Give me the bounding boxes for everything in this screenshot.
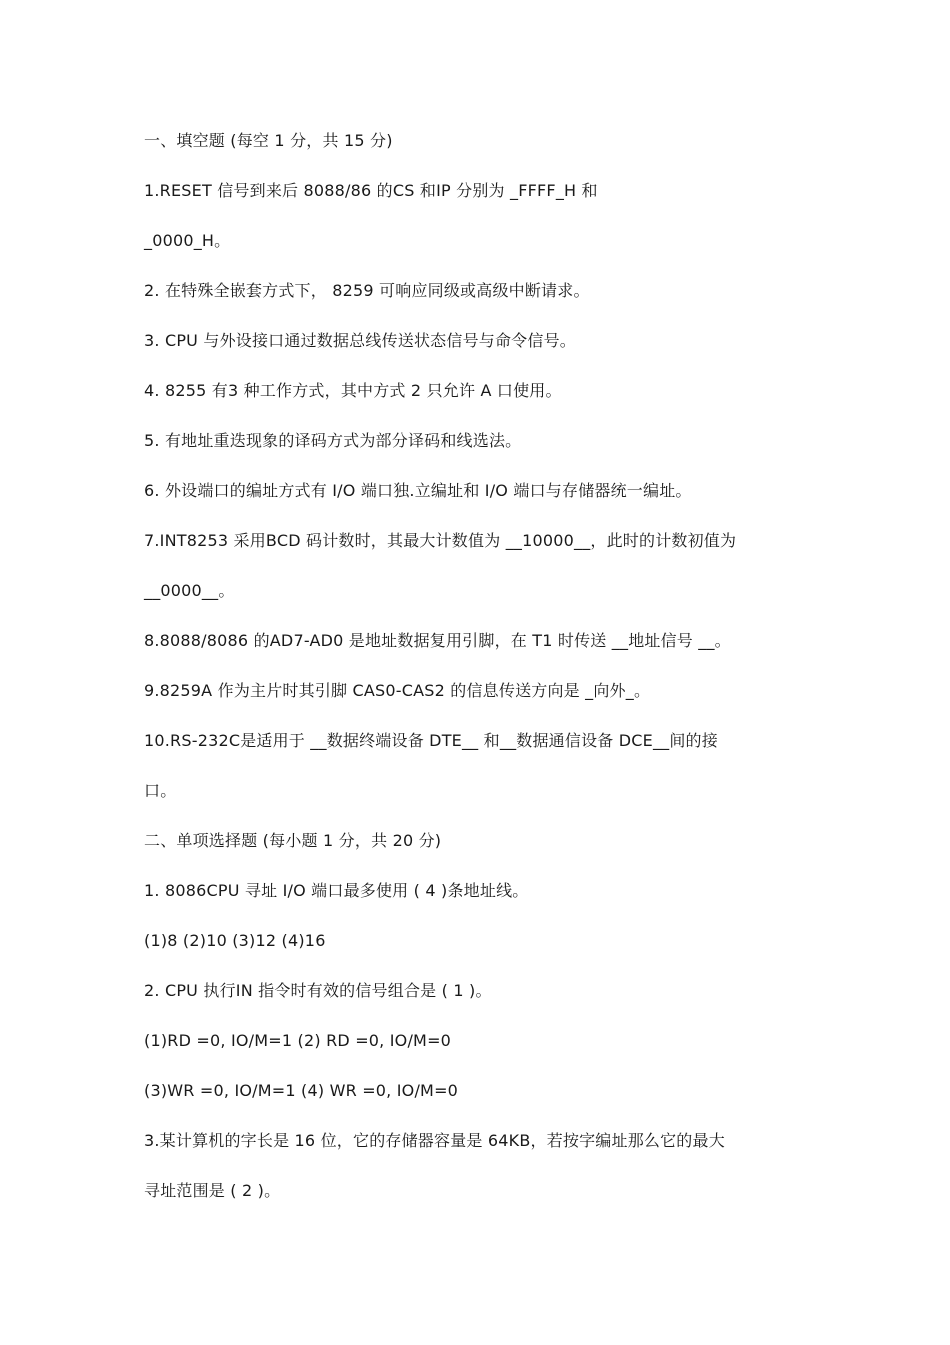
- question-line: 10.RS-232C是适用于 __数据终端设备 DTE__ 和__数据通信设备 DCE__间的接: [144, 731, 718, 750]
- question-line: 7.INT8253 采用BCD 码计数时，其最大计数值为 __10000__，此时的计数初值为: [144, 531, 737, 550]
- question-line: 3.某计算机的字长是 16 位，它的存储器容量是 64KB，若按字编址那么它的最大: [144, 1131, 725, 1150]
- option-line: (1)RD =0, IO/M=1 (2) RD =0, IO/M=0: [144, 1031, 452, 1050]
- question-line: 2. CPU 执行IN 指令时有效的信号组合是 ( 1 )。: [144, 981, 492, 1000]
- option-line: (1)8 (2)10 (3)12 (4)16: [144, 931, 326, 950]
- question-line: 5. 有地址重迭现象的译码方式为部分译码和线选法。: [144, 431, 522, 450]
- question-line: 1. 8086CPU 寻址 I/O 端口最多使用 ( 4 )条地址线。: [144, 881, 529, 900]
- question-line: 口。: [144, 781, 177, 800]
- question-line: 2. 在特殊全嵌套方式下， 8259 可响应同级或高级中断请求。: [144, 281, 590, 300]
- question-line: 1.RESET 信号到来后 8088/86 的CS 和IP 分别为 _FFFF_H 和: [144, 181, 598, 200]
- section-heading-single-choice: 二、单项选择题 (每小题 1 分，共 20 分): [144, 831, 442, 850]
- question-line: 寻址范围是 ( 2 )。: [144, 1181, 281, 1200]
- question-line: _0000_H。: [144, 231, 231, 250]
- question-line: __0000__。: [144, 581, 235, 600]
- question-line: 3. CPU 与外设接口通过数据总线传送状态信号与命令信号。: [144, 331, 576, 350]
- question-line: 6. 外设端口的编址方式有 I/O 端口独.立编址和 I/O 端口与存储器统一编址。: [144, 481, 692, 500]
- question-line: 4. 8255 有3 种工作方式，其中方式 2 只允许 A 口使用。: [144, 381, 562, 400]
- question-line: 8.8088/8086 的AD7-AD0 是地址数据复用引脚，在 T1 时传送 __地址信号 __。: [144, 631, 731, 650]
- question-line: 9.8259A 作为主片时其引脚 CAS0-CAS2 的信息传送方向是 _向外_。: [144, 681, 651, 700]
- section-heading-fill-in: 一、填空题 (每空 1 分，共 15 分): [144, 131, 393, 150]
- option-line: (3)WR =0, IO/M=1 (4) WR =0, IO/M=0: [144, 1081, 459, 1100]
